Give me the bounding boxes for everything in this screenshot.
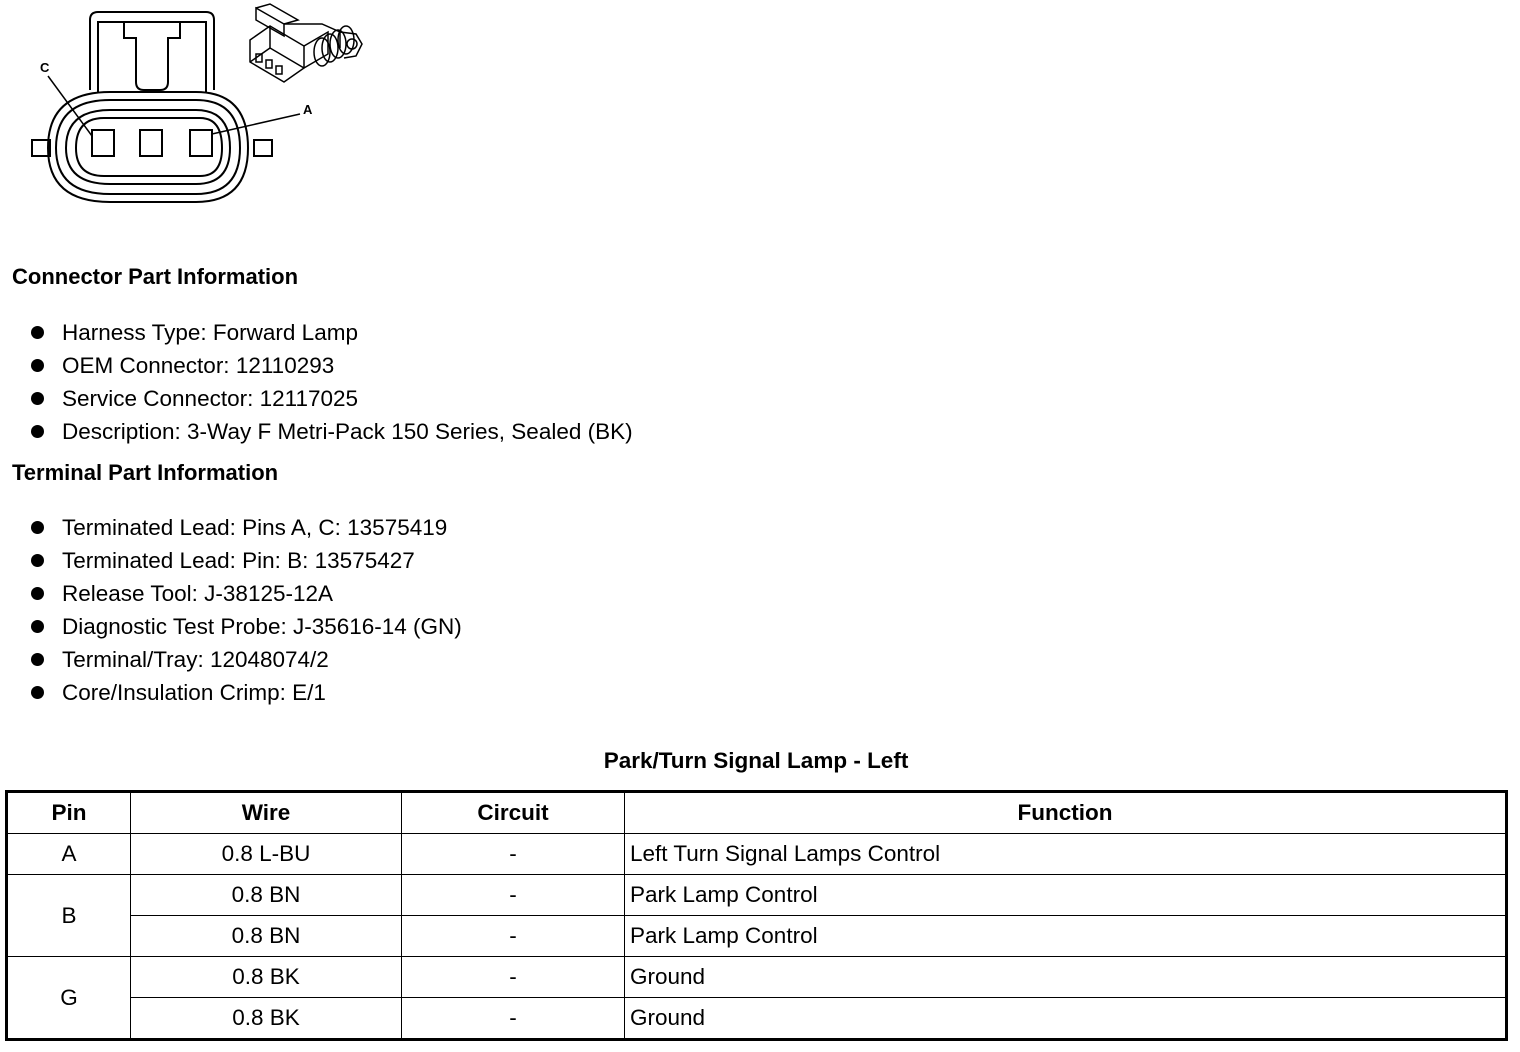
table-row: [7, 916, 1507, 957]
function-cell: Park Lamp Control: [625, 916, 1507, 957]
bullet-icon: [31, 521, 44, 534]
column-header-pin: Pin: [7, 792, 131, 834]
circuit-cell: -: [402, 916, 625, 957]
bullet-icon: [31, 620, 44, 633]
callout-label-c: C: [40, 60, 50, 75]
bullet-icon: [31, 653, 44, 666]
table-title: Park/Turn Signal Lamp - Left: [603, 748, 909, 773]
function-cell: Left Turn Signal Lamps Control: [625, 834, 1507, 875]
pin-cell: B: [7, 875, 131, 957]
connector-info-heading: Connector Part Information: [12, 264, 299, 289]
connector-right-post: [254, 140, 272, 156]
connector-isometric-illustration: [244, 2, 369, 87]
circuit-cell: -: [402, 998, 625, 1040]
bullet-icon: [31, 425, 44, 438]
circuit-cell: -: [402, 875, 625, 916]
circuit-cell: -: [402, 957, 625, 998]
circuit-cell: -: [402, 834, 625, 875]
bullet-icon: [31, 686, 44, 699]
cavity-a: [190, 130, 212, 156]
pin-cell: A: [7, 834, 131, 875]
bullet-icon: [31, 554, 44, 567]
table-row: [7, 834, 1507, 875]
column-header-function: Function: [625, 792, 1507, 834]
wire-cell: 0.8 BN: [131, 875, 402, 916]
callout-label-a: A: [303, 102, 313, 117]
cavity-c: [92, 130, 114, 156]
wire-cell: 0.8 BN: [131, 916, 402, 957]
bullet-icon: [31, 359, 44, 372]
table-row: [7, 998, 1507, 1040]
column-header-wire: Wire: [131, 792, 402, 834]
terminal-info-heading: Terminal Part Information: [12, 460, 279, 485]
connector-latch: [90, 12, 214, 90]
cavity-b: [140, 130, 162, 156]
column-header-circuit: Circuit: [402, 792, 625, 834]
wire-cell: 0.8 L-BU: [131, 834, 402, 875]
connector-outer-shell: [48, 92, 248, 202]
wire-cell: 0.8 BK: [131, 957, 402, 998]
function-cell: Ground: [625, 998, 1507, 1040]
function-cell: Park Lamp Control: [625, 875, 1507, 916]
function-cell: Ground: [625, 957, 1507, 998]
table-row: [7, 875, 1507, 916]
pin-cell: G: [7, 957, 131, 1040]
pinout-table: [5, 790, 1508, 1041]
bullet-icon: [31, 392, 44, 405]
bullet-icon: [31, 326, 44, 339]
bullet-icon: [31, 587, 44, 600]
wire-cell: 0.8 BK: [131, 998, 402, 1040]
table-header-row: [7, 792, 1507, 834]
table-row: [7, 957, 1507, 998]
